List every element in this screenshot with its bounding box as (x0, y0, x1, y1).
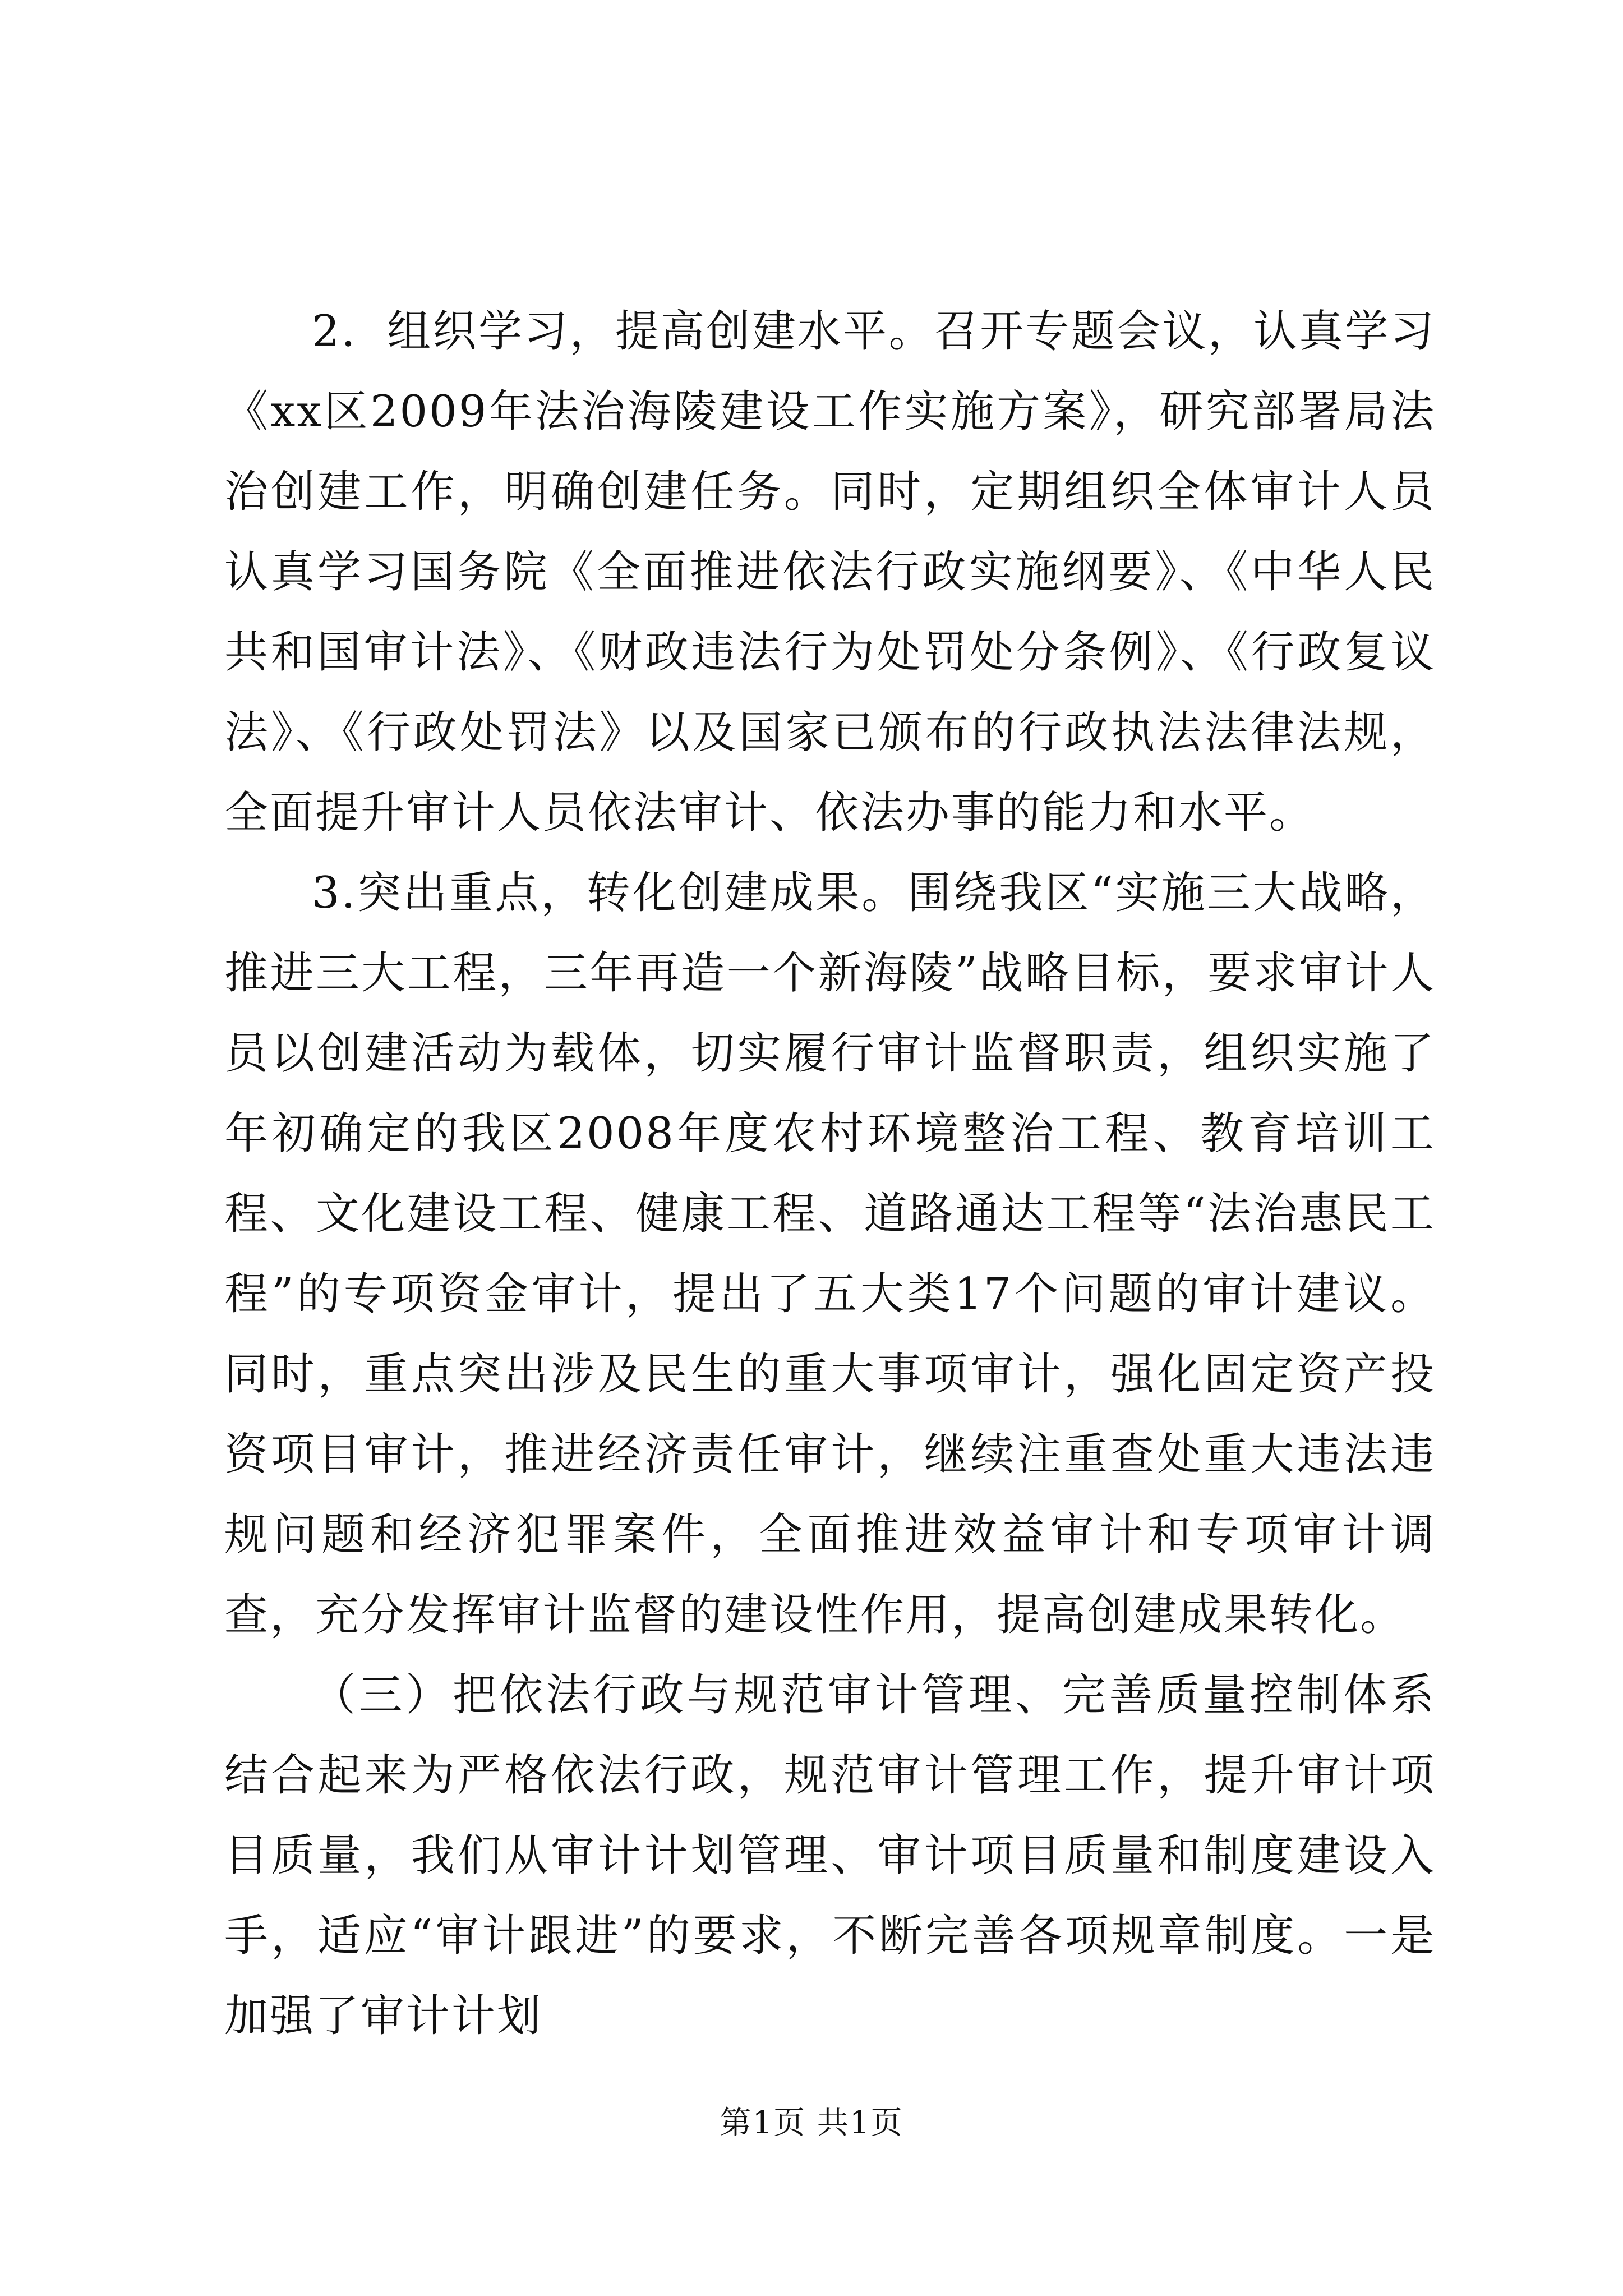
document-body (224, 292, 1436, 2056)
paragraph-highlight-focus: 3.突出重点，转化创建成果。围绕我区“实施三大战略，推进三大工程，三年再造一个新海陵”战略目标，要求审计人员以创建活动为载体，切实履行审计监督职责，组织实施了年初确定的我区2008年度农村环境整治工程、教育培训工程、文化建设工程、健康工程、道路通达工程等“法治惠民工程”的专项资金审计，提出了五大类17个问题的审计建议。同时，重点突出涉及民生的重大事项审计，强化固定资产投资项目审计，推进经济责任审计，继续注重查处重大违法违规问题和经济犯罪案件，全面推进效益审计和专项审计调查，充分发挥审计监督的建设性作用，提高创建成果转化。 (224, 868, 1436, 1640)
page-number-footer: 第1页 共1页 (720, 2105, 903, 2141)
paragraph-organize-study: 2．组织学习，提高创建水平。召开专题会议，认真学习《xx区2009年法治海陵建设工作实施方案》，研究部署局法治创建工作，明确创建任务。同时，定期组织全体审计人员认真学习国务院《全面推进依法行政实施纲要》、《中华人民共和国审计法》、《财政违法行为处罚处分条例》、《行政复议法》、《行政处罚法》以及国家已颁布的行政执法法律法规，全面提升审计人员依法审计、依法办事的能力和水平。 (224, 306, 1436, 838)
paragraph-audit-management: （三）把依法行政与规范审计管理、完善质量控制体系结合起来为严格依法行政，规范审计管理工作，提升审计项目质量，我们从审计计划管理、审计项目质量和制度建设入手，适应“审计跟进”的要求，不断完善各项规章制度。一是加强了审计计划 (224, 1670, 1436, 2041)
